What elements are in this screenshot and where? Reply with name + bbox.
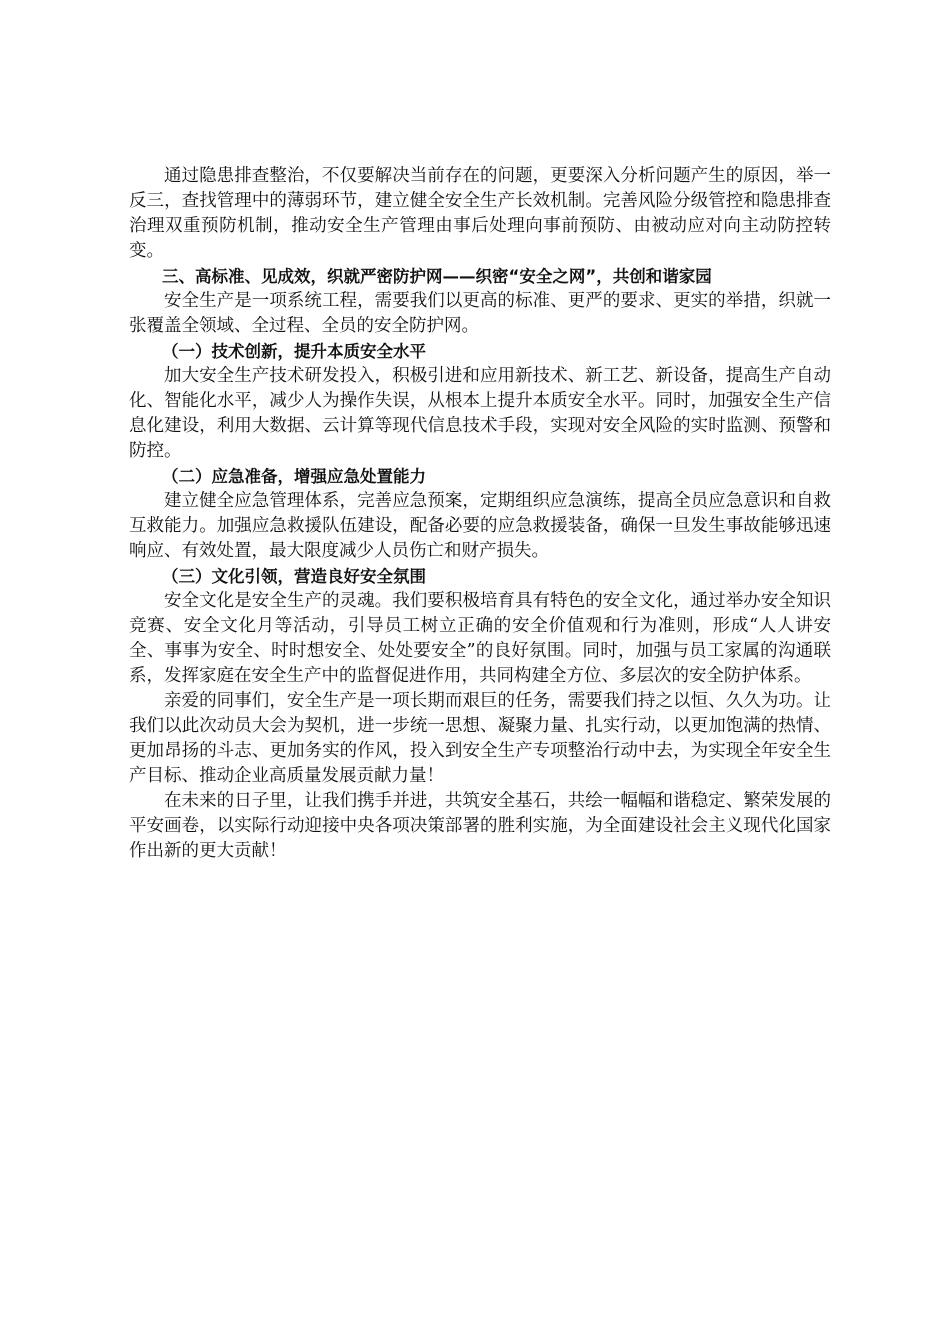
paragraph-tech-innovation: 加大安全生产技术研发投入，积极引进和应用新技术、新工艺、新设备，提高生产自动化、智能化水平，减少人为操作失误，从根本上提升本质安全水平。同时，加强安全生产信息化建设，利用大数据、云计算等现代信息技术手段，实现对安全风险的实时监测、预警和防控。 [129,366,831,461]
paragraph-hazard-rectification: 通过隐患排查整治，不仅要解决当前存在的问题，更要深入分析问题产生的原因，举一反三，查找管理中的薄弱环节，建立健全安全生产长效机制。完善风险分级管控和隐患排查治理双重预防机制，推动安全生产管理由事后处理向事前预防、由被动应对向主动防控转变。 [129,166,831,261]
subheading-tech-innovation: （一）技术创新，提升本质安全水平 [162,342,426,361]
paragraph-system-engineering: 安全生产是一项系统工程，需要我们以更高的标准、更严的要求、更实的举措，织就一张覆盖全领域、全过程、全员的安全防护网。 [129,291,831,336]
paragraph-safety-culture: 安全文化是安全生产的灵魂。我们要积极培育具有特色的安全文化，通过举办安全知识竞赛、安全文化月等活动，引导员工树立正确的安全价值观和行为准则，形成“人人讲安全、事事为安全、时时想安全、处处要安全”的良好氛围。同时，加强与员工家属的沟通联系，发挥家庭在安全生产中的监督促进作用，共同构建全方位、多层次的安全防护体系。 [129,591,831,686]
paragraph-closing-future: 在未来的日子里，让我们携手并进，共筑安全基石，共绘一幅幅和谐稳定、繁荣发展的平安画卷，以实际行动迎接中央各项决策部署的胜利实施，为全面建设社会主义现代化国家作出新的更大贡献！ [129,791,831,861]
subheading-emergency-preparedness: （二）应急准备，增强应急处置能力 [162,467,426,486]
section-heading-three: 三、高标准、见成效，织就严密防护网——织密“安全之网”，共创和谐家园 [162,267,712,286]
subheading-safety-culture: （三）文化引领，营造良好安全氛围 [162,567,426,586]
paragraph-emergency-preparedness: 建立健全应急管理体系，完善应急预案，定期组织应急演练，提高全员应急意识和自救互救能力。加强应急救援队伍建设，配备必要的应急救援装备，确保一旦发生事故能够迅速响应、有效处置，最大限度减少人员伤亡和财产损失。 [129,491,831,561]
paragraph-closing-colleagues: 亲爱的同事们，安全生产是一项长期而艰巨的任务，需要我们持之以恒、久久为功。让我们以此次动员大会为契机，进一步统一思想、凝聚力量、扎实行动，以更加饱满的热情、更加昂扬的斗志、更加务实的作风，投入到安全生产专项整治行动中去，为实现全年安全生产目标、推动企业高质量发展贡献力量！ [129,691,831,786]
document-body [129,164,831,864]
